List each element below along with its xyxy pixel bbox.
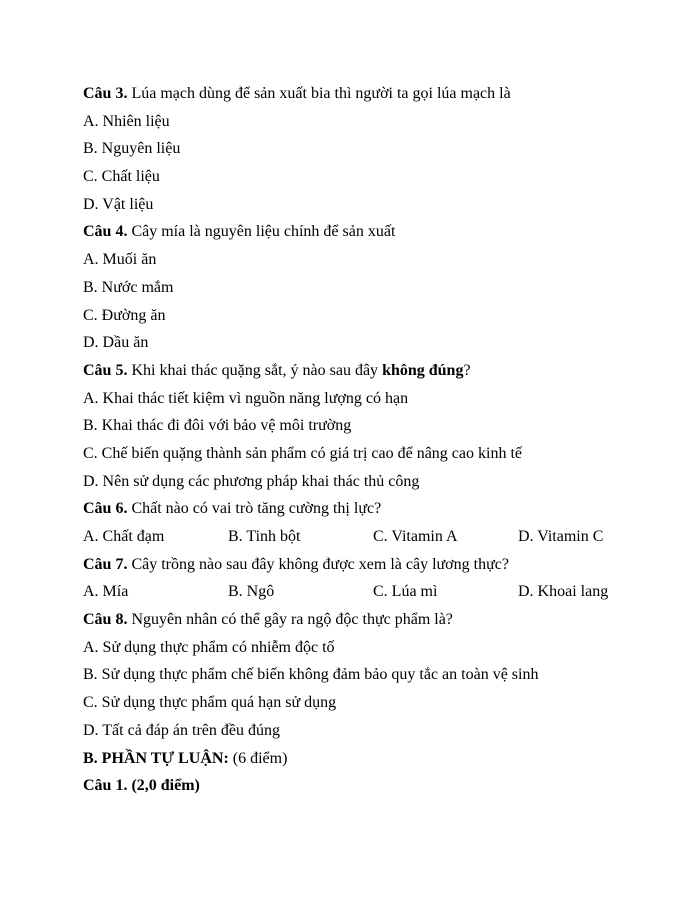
option-b: B. Sử dụng thực phẩm chế biến không đảm bảo quy tắc an toàn vệ sinh xyxy=(83,666,539,684)
question-label: Câu 3. xyxy=(83,85,128,102)
question-label: Câu 8. xyxy=(83,611,128,629)
option-d: D. Vật liệu xyxy=(83,195,154,213)
section-heading xyxy=(83,745,643,773)
question-text: Chất nào có vai trò tăng cường thị lực? xyxy=(127,500,382,518)
option-b: B. Nước mắm xyxy=(83,278,174,296)
option-d: D. Khoai lang xyxy=(518,583,609,601)
option-a: A. Sử dụng thực phẩm có nhiễm độc tố xyxy=(83,638,335,656)
option-a: A. Khai thác tiết kiệm vì nguồn năng lượng có hạn xyxy=(83,389,409,407)
option-c: C. Vitamin A xyxy=(373,528,458,545)
question-label: Câu 7. xyxy=(83,555,128,573)
question-text: Lúa mạch dùng để sản xuất bia thì người ta gọi lúa mạch là xyxy=(127,85,511,102)
exam-page xyxy=(83,80,643,800)
question-text: Nguyên nhân có thể gây ra ngộ độc thực phẩm là? xyxy=(127,611,453,629)
options-row xyxy=(83,523,643,551)
option-a: A. Mía xyxy=(83,583,129,601)
option-c: C. Chế biến quặng thành sản phẩm có giá trị cao để nâng cao kinh tế xyxy=(83,444,522,462)
option-c: C. Đường ăn xyxy=(83,306,166,324)
option-a: A. Chất đạm xyxy=(83,528,165,545)
question-text: Cây mía là nguyên liệu chính để sản xuất xyxy=(127,223,396,241)
essay-question-1: Câu 1. (2,0 điểm) xyxy=(83,777,200,795)
option-b: B. Tinh bột xyxy=(228,528,301,545)
question-label: Câu 4. xyxy=(83,223,128,241)
question-8 xyxy=(83,606,643,634)
question-text: Cây trồng nào sau đây không được xem là cây lương thực? xyxy=(127,555,509,573)
question-label: Câu 5. xyxy=(83,361,128,379)
question-text-end: ? xyxy=(463,361,471,379)
question-4 xyxy=(83,218,643,246)
section-label: B. PHẦN TỰ LUẬN: xyxy=(83,749,229,767)
question-6 xyxy=(83,495,643,523)
question-5 xyxy=(83,357,643,385)
question-text: Khi khai thác quặng sắt, ý nào sau đây xyxy=(127,361,383,379)
option-b: B. Khai thác đi đôi với bảo vệ môi trường xyxy=(83,417,352,435)
section-points: (6 điểm) xyxy=(228,749,288,767)
question-3 xyxy=(83,80,643,108)
option-d: D. Dầu ăn xyxy=(83,334,149,352)
option-c: C. Chất liệu xyxy=(83,168,160,186)
option-c: C. Lúa mì xyxy=(373,583,438,601)
option-b: B. Ngô xyxy=(228,583,275,601)
option-a: A. Muối ăn xyxy=(83,251,157,269)
option-d: D. Nên sử dụng các phương pháp khai thác thủ công xyxy=(83,472,420,490)
question-label: Câu 6. xyxy=(83,500,128,518)
option-c: C. Sử dụng thực phẩm quá hạn sử dụng xyxy=(83,694,337,712)
option-a: A. Nhiên liệu xyxy=(83,112,170,130)
option-b: B. Nguyên liệu xyxy=(83,140,181,158)
option-d: D. Tất cả đáp án trên đều đúng xyxy=(83,721,280,739)
option-d: D. Vitamin C xyxy=(518,528,604,545)
options-row xyxy=(83,578,643,606)
question-7 xyxy=(83,551,643,579)
question-emphasis: không đúng xyxy=(382,361,464,379)
